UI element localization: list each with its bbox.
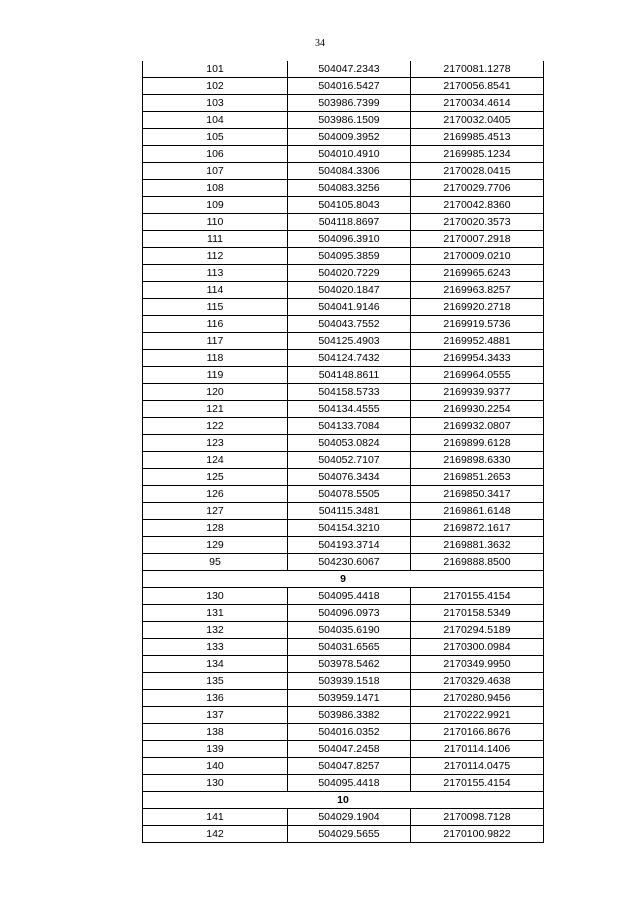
y-coordinate-cell: 2169963.8257	[411, 282, 544, 299]
x-coordinate-cell: 504095.3859	[288, 248, 411, 265]
y-coordinate-cell: 2169919.5736	[411, 316, 544, 333]
y-coordinate-cell: 2169888.8500	[411, 554, 544, 571]
y-coordinate-cell: 2170155.4154	[411, 775, 544, 792]
y-coordinate-cell: 2169861.6148	[411, 503, 544, 520]
point-number-cell: 130	[143, 588, 288, 605]
y-coordinate-cell: 2169952.4881	[411, 333, 544, 350]
y-coordinate-cell: 2170009.0210	[411, 248, 544, 265]
y-coordinate-cell: 2170280.9456	[411, 690, 544, 707]
point-number-cell: 108	[143, 180, 288, 197]
y-coordinate-cell: 2169954.3433	[411, 350, 544, 367]
x-coordinate-cell: 503986.7399	[288, 95, 411, 112]
table-row	[143, 248, 544, 265]
table-row	[143, 214, 544, 231]
x-coordinate-cell: 503978.5462	[288, 656, 411, 673]
group-label: 9	[143, 571, 544, 588]
table-row	[143, 554, 544, 571]
y-coordinate-cell: 2170222.9921	[411, 707, 544, 724]
point-number-cell: 125	[143, 469, 288, 486]
table-row	[143, 486, 544, 503]
y-coordinate-cell: 2170034.4614	[411, 95, 544, 112]
y-coordinate-cell: 2170028.0415	[411, 163, 544, 180]
x-coordinate-cell: 504041.9146	[288, 299, 411, 316]
y-coordinate-cell: 2170294.5189	[411, 622, 544, 639]
point-number-cell: 140	[143, 758, 288, 775]
point-number-cell: 121	[143, 401, 288, 418]
y-coordinate-cell: 2170042.8360	[411, 197, 544, 214]
point-number-cell: 124	[143, 452, 288, 469]
table-row	[143, 299, 544, 316]
point-number-cell: 133	[143, 639, 288, 656]
y-coordinate-cell: 2169985.4513	[411, 129, 544, 146]
y-coordinate-cell: 2170081.1278	[411, 61, 544, 78]
y-coordinate-cell: 2170300.0984	[411, 639, 544, 656]
y-coordinate-cell: 2170158.5349	[411, 605, 544, 622]
y-coordinate-cell: 2169851.2653	[411, 469, 544, 486]
point-number-cell: 103	[143, 95, 288, 112]
point-number-cell: 130	[143, 775, 288, 792]
x-coordinate-cell: 504118.8697	[288, 214, 411, 231]
x-coordinate-cell: 504020.7229	[288, 265, 411, 282]
point-number-cell: 129	[143, 537, 288, 554]
x-coordinate-cell: 503986.1509	[288, 112, 411, 129]
x-coordinate-cell: 504154.3210	[288, 520, 411, 537]
table-row	[143, 384, 544, 401]
point-number-cell: 106	[143, 146, 288, 163]
table-row	[143, 639, 544, 656]
x-coordinate-cell: 504105.8043	[288, 197, 411, 214]
table-row	[143, 809, 544, 826]
group-label: 10	[143, 792, 544, 809]
point-number-cell: 122	[143, 418, 288, 435]
point-number-cell: 104	[143, 112, 288, 129]
x-coordinate-cell: 504078.5505	[288, 486, 411, 503]
y-coordinate-cell: 2170020.3573	[411, 214, 544, 231]
x-coordinate-cell: 504084.3306	[288, 163, 411, 180]
point-number-cell: 112	[143, 248, 288, 265]
x-coordinate-cell: 504047.8257	[288, 758, 411, 775]
y-coordinate-cell: 2169898.6330	[411, 452, 544, 469]
table-row	[143, 350, 544, 367]
group-header-row	[143, 571, 544, 588]
x-coordinate-cell: 504115.3481	[288, 503, 411, 520]
x-coordinate-cell: 504124.7432	[288, 350, 411, 367]
y-coordinate-cell: 2170349.9950	[411, 656, 544, 673]
table-row	[143, 163, 544, 180]
x-coordinate-cell: 503939.1518	[288, 673, 411, 690]
coordinates-table	[142, 61, 544, 843]
group-header-row	[143, 792, 544, 809]
point-number-cell: 142	[143, 826, 288, 843]
table-row	[143, 112, 544, 129]
x-coordinate-cell: 504158.5733	[288, 384, 411, 401]
y-coordinate-cell: 2169920.2718	[411, 299, 544, 316]
point-number-cell: 119	[143, 367, 288, 384]
x-coordinate-cell: 504052.7107	[288, 452, 411, 469]
point-number-cell: 95	[143, 554, 288, 571]
x-coordinate-cell: 504193.3714	[288, 537, 411, 554]
table-row	[143, 418, 544, 435]
y-coordinate-cell: 2170100.9822	[411, 826, 544, 843]
x-coordinate-cell: 504095.4418	[288, 775, 411, 792]
x-coordinate-cell: 504010.4910	[288, 146, 411, 163]
point-number-cell: 105	[143, 129, 288, 146]
table-row	[143, 758, 544, 775]
table-row	[143, 146, 544, 163]
x-coordinate-cell: 504148.8611	[288, 367, 411, 384]
y-coordinate-cell: 2170007.2918	[411, 231, 544, 248]
y-coordinate-cell: 2170329.4638	[411, 673, 544, 690]
y-coordinate-cell: 2169985.1234	[411, 146, 544, 163]
point-number-cell: 101	[143, 61, 288, 78]
x-coordinate-cell: 504047.2458	[288, 741, 411, 758]
point-number-cell: 128	[143, 520, 288, 537]
point-number-cell: 116	[143, 316, 288, 333]
x-coordinate-cell: 504096.0973	[288, 605, 411, 622]
point-number-cell: 120	[143, 384, 288, 401]
point-number-cell: 134	[143, 656, 288, 673]
y-coordinate-cell: 2169850.3417	[411, 486, 544, 503]
point-number-cell: 113	[143, 265, 288, 282]
table-row	[143, 401, 544, 418]
x-coordinate-cell: 504095.4418	[288, 588, 411, 605]
x-coordinate-cell: 504083.3256	[288, 180, 411, 197]
x-coordinate-cell: 504029.1904	[288, 809, 411, 826]
y-coordinate-cell: 2169965.6243	[411, 265, 544, 282]
y-coordinate-cell: 2169872.1617	[411, 520, 544, 537]
table-row	[143, 537, 544, 554]
y-coordinate-cell: 2170098.7128	[411, 809, 544, 826]
table-row	[143, 180, 544, 197]
point-number-cell: 126	[143, 486, 288, 503]
y-coordinate-cell: 2170166.8676	[411, 724, 544, 741]
x-coordinate-cell: 504133.7084	[288, 418, 411, 435]
table-row	[143, 673, 544, 690]
table-row	[143, 520, 544, 537]
point-number-cell: 141	[143, 809, 288, 826]
x-coordinate-cell: 504230.6067	[288, 554, 411, 571]
point-number-cell: 109	[143, 197, 288, 214]
x-coordinate-cell: 504009.3952	[288, 129, 411, 146]
x-coordinate-cell: 504029.5655	[288, 826, 411, 843]
point-number-cell: 110	[143, 214, 288, 231]
x-coordinate-cell: 504020.1847	[288, 282, 411, 299]
table-row	[143, 282, 544, 299]
point-number-cell: 117	[143, 333, 288, 350]
y-coordinate-cell: 2170114.1406	[411, 741, 544, 758]
x-coordinate-cell: 504053.0824	[288, 435, 411, 452]
y-coordinate-cell: 2169930.2254	[411, 401, 544, 418]
y-coordinate-cell: 2169939.9377	[411, 384, 544, 401]
y-coordinate-cell: 2170056.8541	[411, 78, 544, 95]
point-number-cell: 136	[143, 690, 288, 707]
point-number-cell: 102	[143, 78, 288, 95]
table-row	[143, 690, 544, 707]
table-row	[143, 265, 544, 282]
point-number-cell: 138	[143, 724, 288, 741]
table-row	[143, 129, 544, 146]
table-row	[143, 656, 544, 673]
x-coordinate-cell: 504031.6565	[288, 639, 411, 656]
y-coordinate-cell: 2169899.6128	[411, 435, 544, 452]
x-coordinate-cell: 504125.4903	[288, 333, 411, 350]
table-row	[143, 503, 544, 520]
table-row	[143, 775, 544, 792]
x-coordinate-cell: 504047.2343	[288, 61, 411, 78]
x-coordinate-cell: 504016.5427	[288, 78, 411, 95]
y-coordinate-cell: 2170029.7706	[411, 180, 544, 197]
x-coordinate-cell: 503986.3382	[288, 707, 411, 724]
point-number-cell: 114	[143, 282, 288, 299]
table-row	[143, 707, 544, 724]
table-row	[143, 622, 544, 639]
point-number-cell: 139	[143, 741, 288, 758]
table-row	[143, 316, 544, 333]
point-number-cell: 123	[143, 435, 288, 452]
table-row	[143, 367, 544, 384]
table-row	[143, 724, 544, 741]
y-coordinate-cell: 2170114.0475	[411, 758, 544, 775]
table-row	[143, 435, 544, 452]
table-row	[143, 95, 544, 112]
y-coordinate-cell: 2169932.0807	[411, 418, 544, 435]
table-row	[143, 231, 544, 248]
x-coordinate-cell: 504043.7552	[288, 316, 411, 333]
table-row	[143, 741, 544, 758]
point-number-cell: 137	[143, 707, 288, 724]
table-row	[143, 826, 544, 843]
table-row	[143, 469, 544, 486]
y-coordinate-cell: 2169964.0555	[411, 367, 544, 384]
table-row	[143, 605, 544, 622]
coordinates-table-body	[143, 61, 544, 843]
table-row	[143, 61, 544, 78]
x-coordinate-cell: 503959.1471	[288, 690, 411, 707]
x-coordinate-cell: 504035.6190	[288, 622, 411, 639]
point-number-cell: 135	[143, 673, 288, 690]
table-row	[143, 452, 544, 469]
x-coordinate-cell: 504096.3910	[288, 231, 411, 248]
y-coordinate-cell: 2169881.3632	[411, 537, 544, 554]
point-number-cell: 127	[143, 503, 288, 520]
point-number-cell: 111	[143, 231, 288, 248]
point-number-cell: 115	[143, 299, 288, 316]
y-coordinate-cell: 2170032.0405	[411, 112, 544, 129]
x-coordinate-cell: 504016.0352	[288, 724, 411, 741]
x-coordinate-cell: 504134.4555	[288, 401, 411, 418]
point-number-cell: 118	[143, 350, 288, 367]
page-number: 34	[315, 38, 325, 49]
point-number-cell: 132	[143, 622, 288, 639]
point-number-cell: 107	[143, 163, 288, 180]
table-row	[143, 333, 544, 350]
table-row	[143, 588, 544, 605]
y-coordinate-cell: 2170155.4154	[411, 588, 544, 605]
table-row	[143, 197, 544, 214]
point-number-cell: 131	[143, 605, 288, 622]
table-row	[143, 78, 544, 95]
x-coordinate-cell: 504076.3434	[288, 469, 411, 486]
